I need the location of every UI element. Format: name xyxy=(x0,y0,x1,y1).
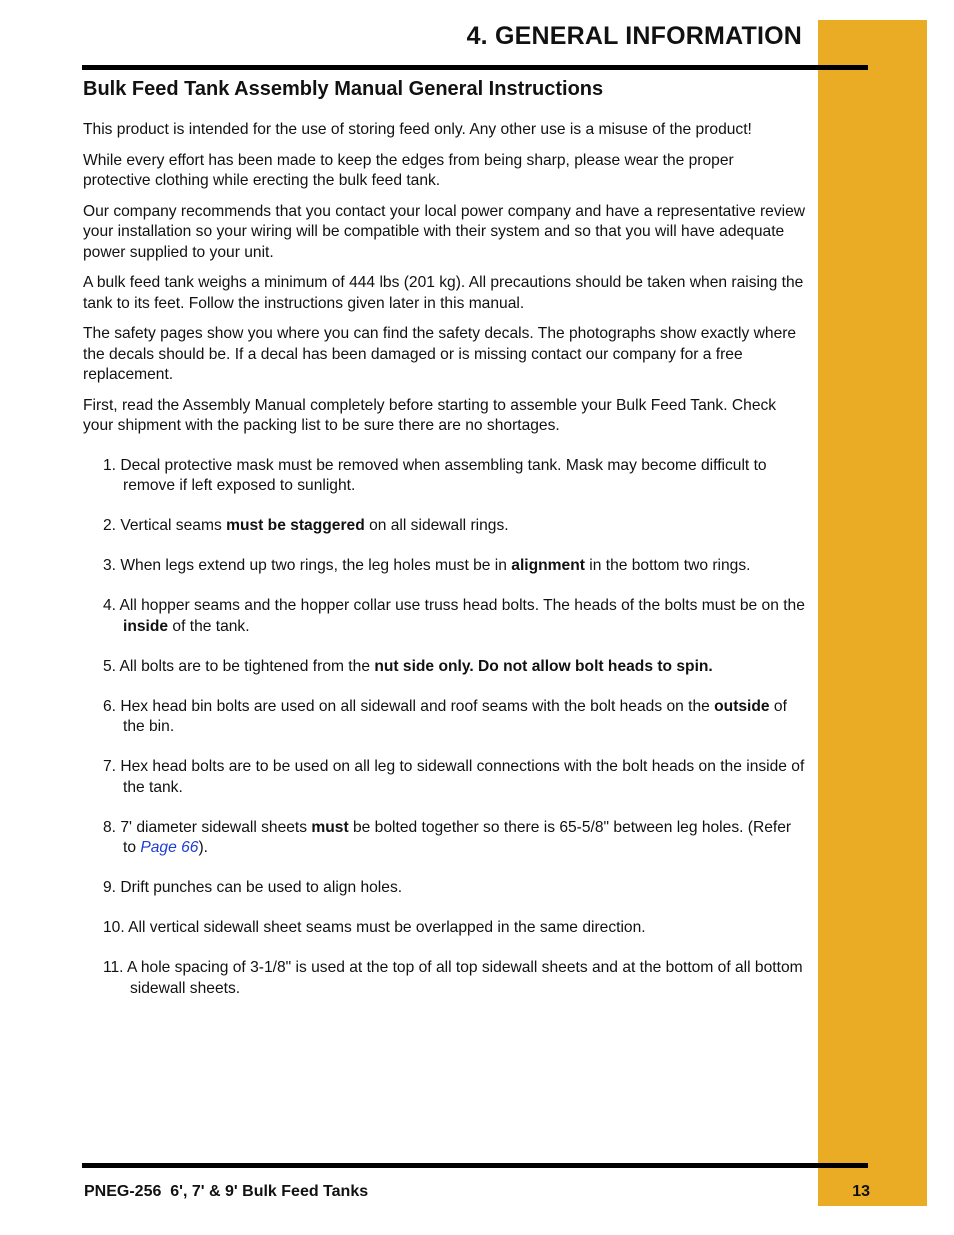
list-item: 2. Vertical seams must be staggered on all sidewall rings. xyxy=(103,517,509,534)
footer-rule xyxy=(82,1163,868,1168)
list-item: 10. All vertical sidewall sheet seams must be overlapped in the same direction. xyxy=(103,919,646,936)
page-subtitle: Bulk Feed Tank Assembly Manual General Instructions xyxy=(83,78,604,100)
paragraph-safety-decals: The safety pages show you where you can find the safety decals. The photographs show exactly where the decals should be. If a decal has been damaged or is missing contact our company for a free replacement. xyxy=(83,325,797,383)
list-item: 8. 7' diameter sidewall sheets must be bolted together so there is 65-5/8" between leg holes. (Refer to Page 66). xyxy=(103,818,792,856)
body-content xyxy=(83,120,805,1019)
page-66-link[interactable]: Page 66 xyxy=(140,839,199,856)
list-item: 7. Hex head bolts are to be used on all leg to sidewall connections with the bolt heads on the inside of the tank. xyxy=(103,758,805,796)
list-item: 3. When legs extend up two rings, the leg holes must be in alignment in the bottom two rings. xyxy=(103,557,751,574)
section-title: 4. GENERAL INFORMATION xyxy=(466,22,802,50)
list-item: 9. Drift punches can be used to align holes. xyxy=(103,879,403,896)
list-item: 1. Decal protective mask must be removed when assembling tank. Mask may become difficult to remove if left exposed to sunlight. xyxy=(103,456,767,494)
list-item: 4. All hopper seams and the hopper collar use truss head bolts. The heads of the bolts must be on the inside of the tank. xyxy=(103,597,805,635)
list-item: 5. All bolts are to be tightened from the nut side only. Do not allow bolt heads to spin. xyxy=(103,657,713,675)
list-item: 6. Hex head bin bolts are used on all sidewall and roof seams with the bolt heads on the outside of the bin. xyxy=(103,697,787,735)
page-number: 13 xyxy=(852,1183,870,1200)
paragraph-intended-use: This product is intended for the use of storing feed only. Any other use is a misuse of the product! xyxy=(83,121,752,138)
list-item: 11. A hole spacing of 3-1/8" is used at the top of all top sidewall sheets and at the bottom of all bottom sidewall sheets. xyxy=(103,959,803,997)
paragraph-power-company: Our company recommends that you contact your local power company and have a representative review your installation so your wiring will be compatible with their system and so that you will have adequate power supplied to your unit. xyxy=(83,202,806,261)
paragraph-protective-clothing: While every effort has been made to keep the edges from being sharp, please wear the proper protective clothing while erecting the bulk feed tank. xyxy=(83,151,734,189)
paragraph-read-manual: First, read the Assembly Manual completely before starting to assemble your Bulk Feed Tank. Check your shipment with the packing list to be sure there are no shortages. xyxy=(83,396,777,434)
side-color-bar xyxy=(818,20,927,1206)
paragraph-tank-weight: A bulk feed tank weighs a minimum of 444 lbs (201 kg). All precautions should be taken when raising the tank to its feet. Follow the instructions given later in this manual. xyxy=(83,274,804,312)
instruction-list xyxy=(83,456,805,1000)
header-rule xyxy=(82,65,868,70)
footer-document-title: PNEG-256 6', 7' & 9' Bulk Feed Tanks xyxy=(84,1183,369,1200)
